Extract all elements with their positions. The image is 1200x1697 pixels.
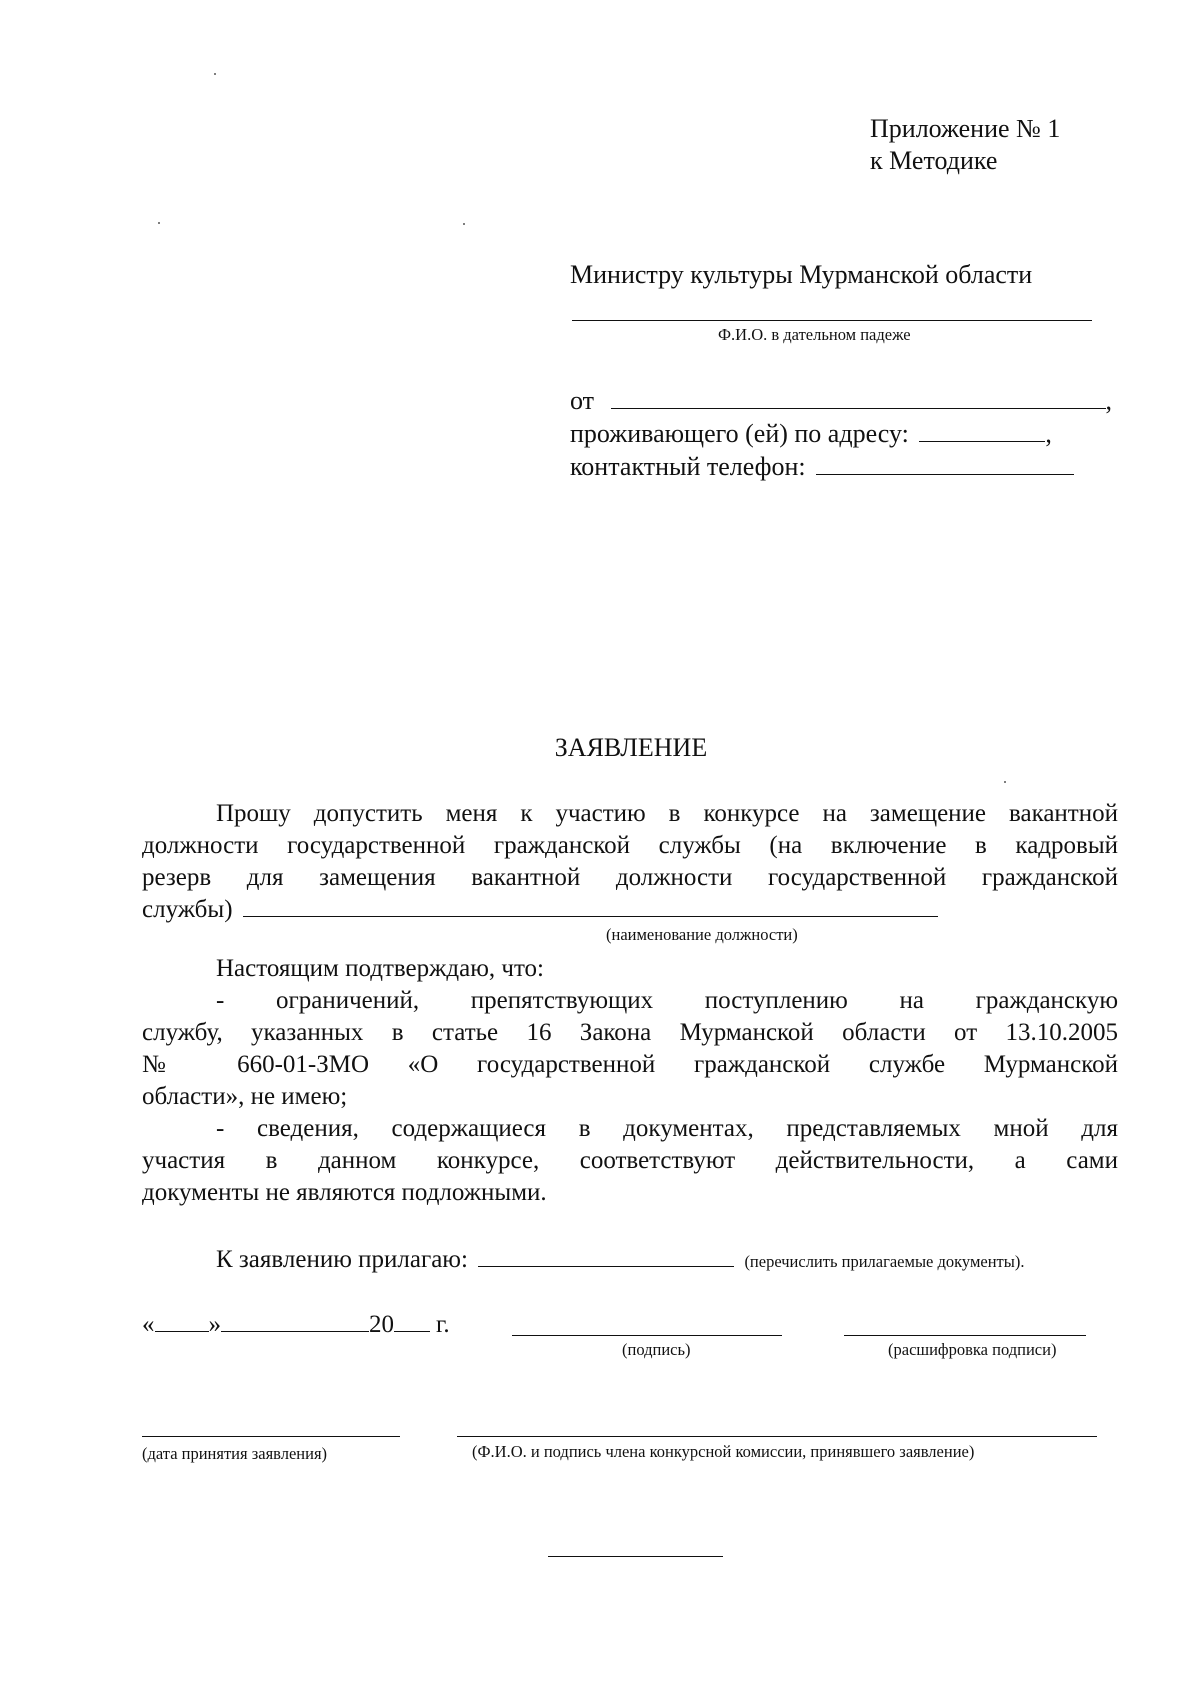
restrictions-line-4: области», не имею; xyxy=(142,1083,348,1110)
signature-decode-caption: (расшифровка подписи) xyxy=(888,1340,1057,1359)
from-row xyxy=(570,385,1112,417)
from-label: от xyxy=(570,386,595,415)
from-name-field[interactable] xyxy=(611,386,1106,409)
address-label: проживающего (ей) по адресу: xyxy=(570,419,909,448)
request-paragraph-line-3: резерв для замещения вакантной должности государственной гражданской xyxy=(142,864,1118,891)
commission-member-caption: (Ф.И.О. и подпись члена конкурсной комиссии, принявшего заявление) xyxy=(472,1442,975,1461)
appendix-line-2: к Методике xyxy=(870,146,998,175)
attachments-hint: (перечислить прилагаемые документы). xyxy=(744,1252,1025,1271)
signature-decode-field[interactable] xyxy=(844,1335,1086,1336)
phone-field[interactable] xyxy=(816,452,1074,475)
restrictions-line-2: службу, указанных в статье 16 Закона Мурманской области от 13.10.2005 xyxy=(142,1019,1118,1046)
request-paragraph-line-2: должности государственной гражданской службы (на включение в кадровый xyxy=(142,832,1118,859)
scan-speck xyxy=(1004,781,1006,783)
position-caption: (наименование должности) xyxy=(606,925,798,944)
document-title: ЗАЯВЛЕНИЕ xyxy=(554,733,708,762)
comma: , xyxy=(1045,419,1052,448)
acceptance-date-caption: (дата принятия заявления) xyxy=(142,1444,328,1463)
acceptance-date-field[interactable] xyxy=(142,1436,400,1437)
fio-underline xyxy=(572,320,1092,321)
signature-field[interactable] xyxy=(512,1335,782,1336)
scan-speck xyxy=(214,73,216,75)
info-line-2: участия в данном конкурсе, соответствуют действительности, а сами xyxy=(142,1147,1118,1174)
comma: , xyxy=(1105,386,1113,415)
confirm-intro: Настоящим подтверждаю, что: xyxy=(216,955,545,982)
attachments-field[interactable] xyxy=(478,1244,734,1267)
date-year-field[interactable] xyxy=(394,1309,430,1332)
phone-label: контактный телефон: xyxy=(570,452,806,481)
scan-speck xyxy=(158,222,160,224)
date-month-field[interactable] xyxy=(221,1309,369,1332)
attachments-row xyxy=(216,1244,1024,1275)
request-paragraph-line-1: Прошу допустить меня к участию в конкурсе на замещение вакантной xyxy=(216,800,1118,827)
position-name-field[interactable] xyxy=(243,894,938,917)
restrictions-line-1: - ограничений, препятствующих поступлению на гражданскую xyxy=(216,987,1118,1014)
restrictions-line-3: № 660-01-ЗМО «О государственной гражданской службе Мурманской xyxy=(142,1051,1118,1078)
date-day-field[interactable] xyxy=(155,1309,209,1332)
signature-caption: (подпись) xyxy=(622,1340,691,1359)
bottom-separator xyxy=(548,1556,723,1557)
addressee-minister: Министру культуры Мурманской области xyxy=(570,260,1033,289)
appendix-line-1: Приложение № 1 xyxy=(870,114,1061,143)
commission-member-field[interactable] xyxy=(457,1436,1097,1437)
address-field[interactable] xyxy=(919,419,1045,442)
request-paragraph-line-4: службы) xyxy=(142,894,938,925)
scan-speck xyxy=(463,223,465,225)
date-row: « » 20 г. xyxy=(142,1311,450,1338)
phone-row xyxy=(570,451,1074,483)
address-row xyxy=(570,418,1052,450)
fio-caption: Ф.И.О. в дательном падеже xyxy=(718,325,911,344)
info-line-3: документы не являются подложными. xyxy=(142,1179,547,1206)
attachments-label: К заявлению прилагаю: xyxy=(216,1246,468,1273)
info-line-1: - сведения, содержащиеся в документах, представляемых мной для xyxy=(216,1115,1118,1142)
